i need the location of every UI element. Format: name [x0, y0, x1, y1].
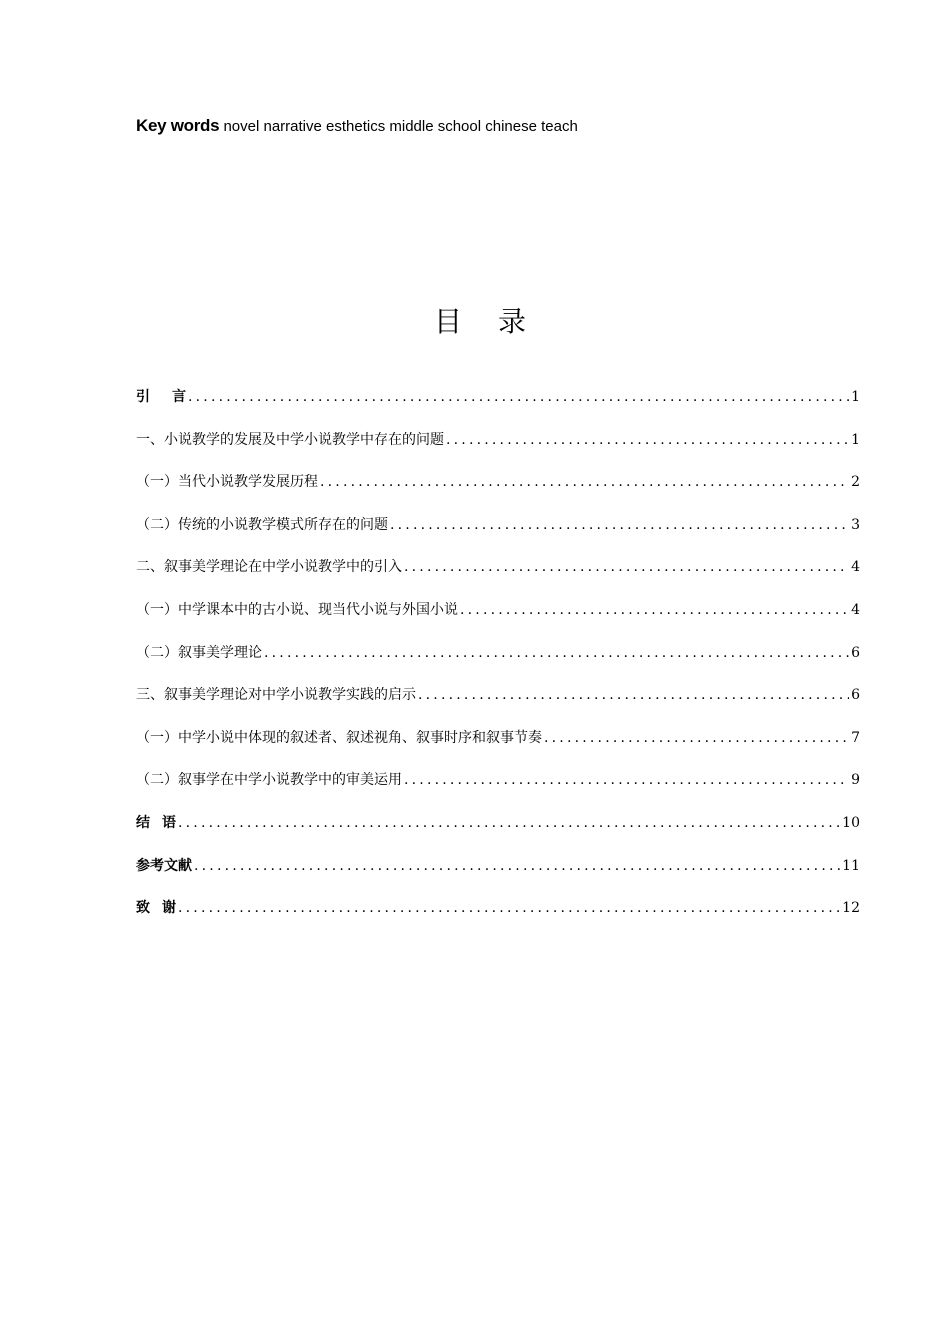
toc-entry-section-1-2[interactable]: [136, 513, 860, 556]
toc-leader-dots: [178, 896, 840, 920]
toc-entry-section-3-1[interactable]: [136, 726, 860, 769]
toc-entry-title: 参考文献: [136, 857, 192, 874]
toc-entry-conclusion[interactable]: [136, 811, 860, 854]
toc-entry-title: （一）中学小说中体现的叙述者、叙述视角、叙事时序和叙事节奏: [136, 729, 542, 746]
toc-entry-page: 7: [851, 729, 860, 746]
toc-entry-page: 2: [851, 474, 860, 491]
toc-entry-page: 11: [842, 857, 860, 874]
keywords-text: novel narrative esthetics middle school chinese teach: [219, 118, 578, 135]
keywords-line: [136, 116, 578, 136]
toc-entry-page: 3: [851, 516, 860, 533]
toc-leader-dots: [404, 768, 849, 792]
toc-entry-title: 三、叙事美学理论对中学小说教学实践的启示: [136, 687, 416, 704]
keywords-label: Key words: [136, 116, 220, 135]
toc-entry-title: 引言: [136, 389, 208, 405]
toc-leader-dots: [194, 854, 840, 878]
toc-entry-references[interactable]: [136, 854, 860, 897]
toc-entry-page: 6: [851, 644, 860, 661]
toc-entry-page: 4: [851, 559, 860, 576]
toc-leader-dots: [544, 726, 849, 750]
toc-leader-dots: [418, 683, 849, 707]
toc-entry-page: 12: [842, 900, 860, 917]
toc-entry-acknowledgements[interactable]: [136, 896, 860, 939]
toc-leader-dots: [320, 470, 849, 494]
toc-entry-section-2-1[interactable]: [136, 598, 860, 641]
toc-leader-dots: [404, 555, 849, 579]
toc-entry-page: 1: [851, 389, 860, 405]
toc-entry-page: 4: [851, 601, 860, 618]
toc-entry-introduction[interactable]: [136, 385, 860, 428]
toc-entry-page: 6: [851, 687, 860, 704]
toc-leader-dots: [390, 513, 849, 537]
toc-leader-dots: [446, 428, 849, 452]
toc-entry-title: （一）当代小说教学发展历程: [136, 474, 318, 491]
toc-entry-title: 致谢: [136, 900, 188, 917]
table-of-contents: [136, 385, 860, 939]
toc-entry-page: 9: [851, 772, 860, 789]
toc-entry-page: 1: [851, 431, 860, 448]
toc-entry-chapter-2[interactable]: [136, 555, 860, 598]
toc-entry-title: 结语: [136, 814, 188, 831]
toc-entry-chapter-1[interactable]: [136, 428, 860, 471]
toc-entry-section-2-2[interactable]: [136, 641, 860, 684]
toc-leader-dots: [188, 385, 849, 409]
toc-title: 目录: [433, 305, 562, 338]
toc-entry-section-1-1[interactable]: [136, 470, 860, 513]
toc-entry-title: （一）中学课本中的古小说、现当代小说与外国小说: [136, 601, 458, 618]
toc-leader-dots: [264, 641, 849, 665]
toc-entry-title: （二）传统的小说教学模式所存在的问题: [136, 516, 388, 533]
toc-entry-title: （二）叙事学在中学小说教学中的审美运用: [136, 772, 402, 789]
toc-entry-title: 一、小说教学的发展及中学小说教学中存在的问题: [136, 431, 444, 448]
toc-entry-page: 10: [842, 814, 860, 831]
toc-leader-dots: [178, 811, 840, 835]
toc-entry-title: 二、叙事美学理论在中学小说教学中的引入: [136, 559, 402, 576]
toc-entry-section-3-2[interactable]: [136, 768, 860, 811]
toc-entry-title: （二）叙事美学理论: [136, 644, 262, 661]
toc-leader-dots: [460, 598, 849, 622]
toc-entry-chapter-3[interactable]: [136, 683, 860, 726]
